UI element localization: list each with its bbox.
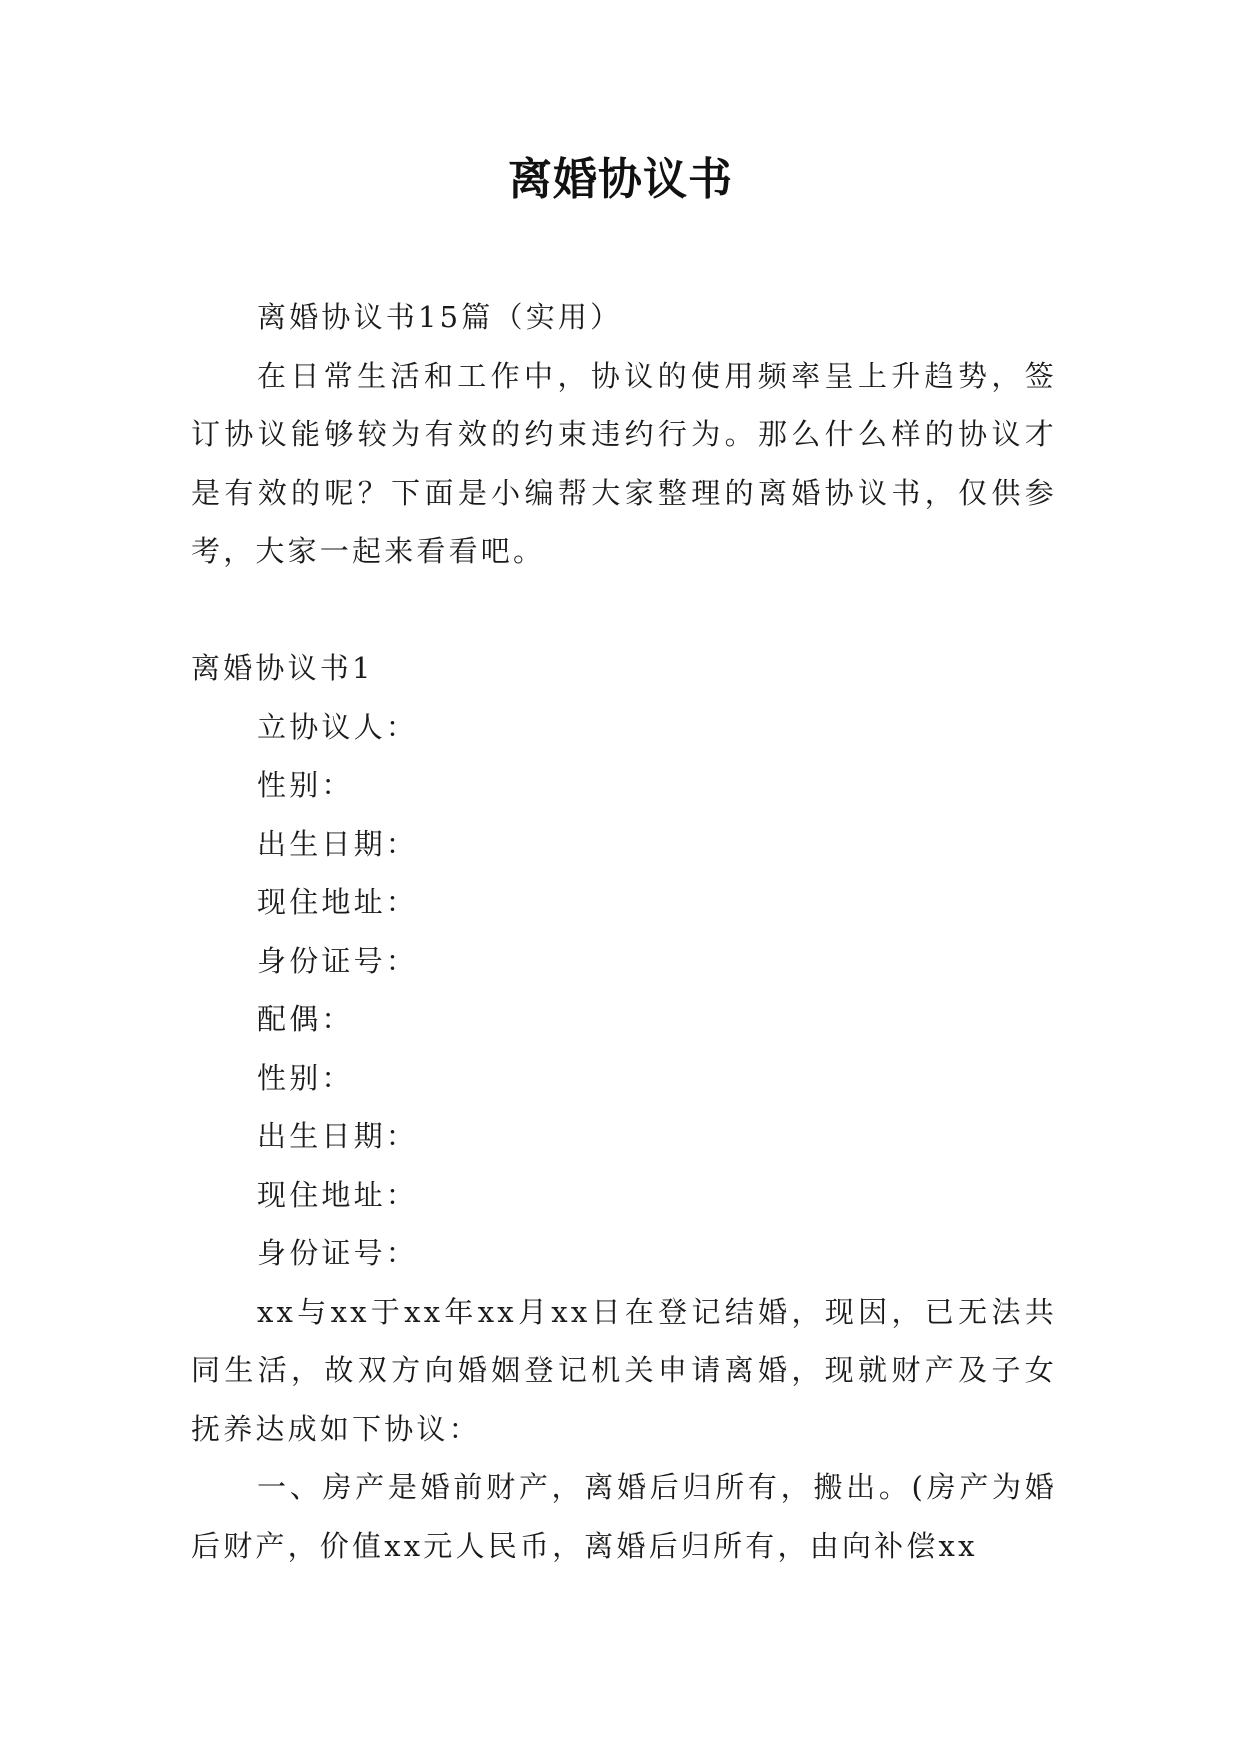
field-spouse-address: 现住地址： (257, 1177, 419, 1212)
intro-paragraph: 在日常生活和工作中，协议的使用频率呈上升趋势，签订协议能够较为有效的约束违约行为。那么什么样的协议才是有效的呢？下面是小编帮大家整理的离婚协议书，仅供参考，大家一起来看看吧。 (191, 358, 1057, 568)
field-spouse-birth-date: 出生日期： (257, 1119, 419, 1153)
field-gender: 性别： (257, 768, 354, 802)
document-title: 离婚协议书 (508, 154, 733, 205)
field-spouse-gender: 性别： (257, 1060, 354, 1095)
blank-line (191, 581, 1057, 640)
field-id-number: 身份证号： (257, 943, 419, 978)
field-birth-date: 出生日期： (257, 826, 419, 861)
section-heading: 离婚协议书1 (191, 651, 374, 685)
field-party: 立协议人： (257, 709, 419, 744)
document-body (191, 288, 1057, 1575)
field-spouse: 配偶： (257, 1002, 354, 1036)
field-spouse-id-number: 身份证号： (257, 1236, 419, 1270)
document-subtitle: 离婚协议书15篇（实用） (257, 300, 623, 334)
property-paragraph: 一、房产是婚前财产，离婚后归所有，搬出。(房产为婚后财产，价值xx元人民币，离婚后归所有，由向补偿xx (191, 1470, 1057, 1563)
marriage-paragraph: xx与xx于xx年xx月xx日在登记结婚，现因，已无法共同生活，故双方向婚姻登记机关申请离婚，现就财产及子女抚养达成如下协议： (191, 1294, 1057, 1446)
field-address: 现住地址： (257, 885, 419, 919)
